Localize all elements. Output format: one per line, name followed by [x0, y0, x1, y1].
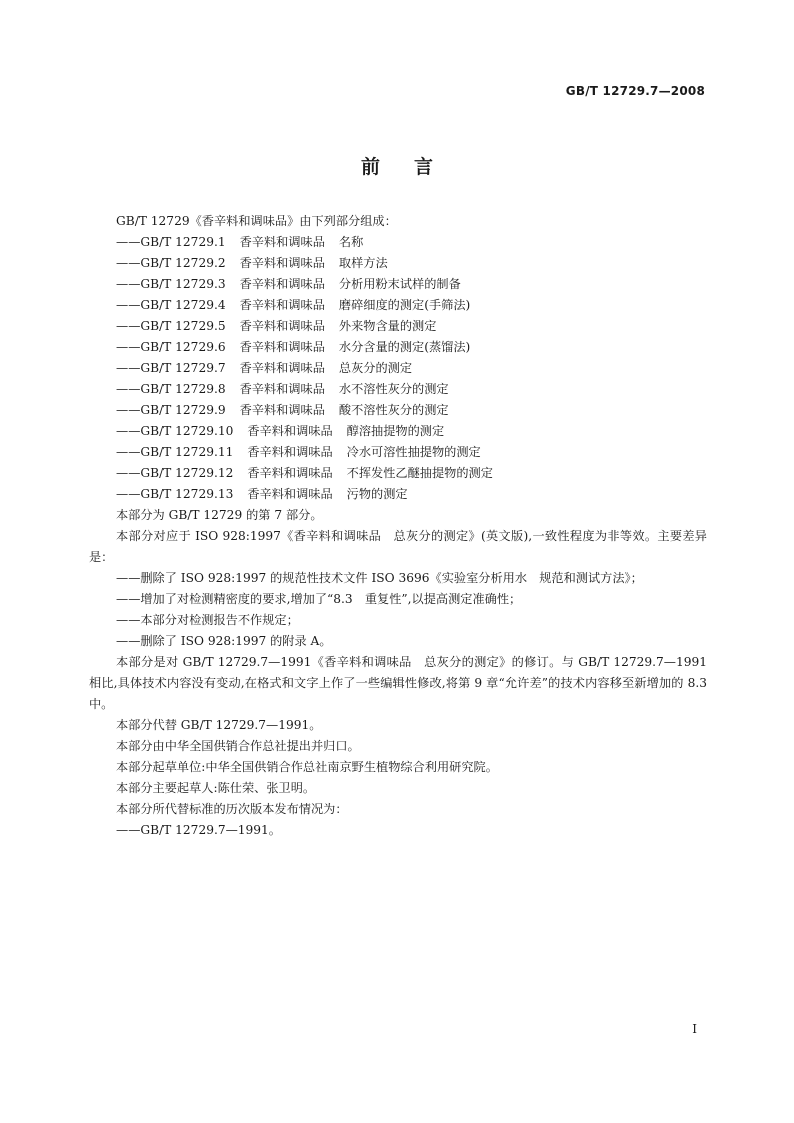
part-number: ——GB/T 12729.12	[116, 466, 234, 480]
part-series: 香辛料和调味品	[239, 382, 325, 396]
list-item	[89, 295, 707, 316]
page-number: I	[692, 1022, 697, 1036]
part-number: ——GB/T 12729.3	[116, 277, 226, 291]
proposed-by-paragraph: 本部分由中华全国供销合作总社提出并归口。	[116, 739, 360, 753]
part-number: ——GB/T 12729.8	[116, 382, 226, 396]
parts-list	[89, 232, 707, 505]
list-item	[89, 442, 707, 463]
list-item: ——GB/T 12729.7—1991。	[116, 823, 281, 837]
part-name: 分析用粉末试样的制备	[338, 277, 461, 291]
part-number: ——GB/T 12729.9	[116, 403, 226, 417]
revision-paragraph: 本部分是对 GB/T 12729.7—1991《香辛料和调味品 总灰分的测定》的修订。与 GB/T 12729.7—1991 相比,具体技术内容没有变动,在格式和文字上作了一些编辑性修改,将第 9 章“允许差”的技术内容移至新增加的 8.3 中。	[89, 655, 707, 711]
part-number: ——GB/T 12729.1	[116, 235, 226, 249]
part-name: 磨碎细度的测定(手筛法)	[338, 298, 471, 312]
list-item	[89, 316, 707, 337]
history-list	[89, 820, 707, 841]
correspondence-paragraph: 本部分对应于 ISO 928:1997《香辛料和调味品 总灰分的测定》(英文版),一致性程度为非等效。主要差异是：	[89, 529, 707, 564]
part-series: 香辛料和调味品	[239, 340, 325, 354]
part-name: 冷水可溶性抽提物的测定	[346, 445, 481, 459]
part-number: ——GB/T 12729.2	[116, 256, 226, 270]
list-item	[89, 463, 707, 484]
list-item	[89, 358, 707, 379]
list-item: ——删除了 ISO 928:1997 的规范性技术文件 ISO 3696《实验室分析用水 规范和测试方法》；	[116, 571, 643, 585]
list-item	[89, 379, 707, 400]
part-number: ——GB/T 12729.5	[116, 319, 226, 333]
part-series: 香辛料和调味品	[239, 361, 325, 375]
part-series: 香辛料和调味品	[247, 445, 333, 459]
part-name: 醇溶抽提物的测定	[346, 424, 445, 438]
part-name: 水不溶性灰分的测定	[338, 382, 449, 396]
differences-list	[89, 568, 707, 652]
replaces-paragraph: 本部分代替 GB/T 12729.7—1991。	[116, 718, 322, 732]
part-series: 香辛料和调味品	[239, 277, 325, 291]
intro-paragraph: GB/T 12729《香辛料和调味品》由下列部分组成：	[116, 214, 397, 228]
part-name: 水分含量的测定(蒸馏法)	[338, 340, 471, 354]
list-item: ——本部分对检测报告不作规定；	[116, 613, 299, 627]
list-item	[89, 253, 707, 274]
part-series: 香辛料和调味品	[239, 298, 325, 312]
list-item: ——删除了 ISO 928:1997 的附录 A。	[116, 634, 332, 648]
part-name: 外来物含量的测定	[338, 319, 437, 333]
part-number: ——GB/T 12729.13	[116, 487, 234, 501]
standard-code: GB/T 12729.7—2008	[565, 84, 705, 98]
list-item	[89, 232, 707, 253]
part-number: ——GB/T 12729.7	[116, 361, 226, 375]
list-item: ——增加了对检测精密度的要求,增加了“8.3 重复性”,以提高测定准确性；	[116, 592, 522, 606]
part-series: 香辛料和调味品	[239, 256, 325, 270]
part-number: ——GB/T 12729.4	[116, 298, 226, 312]
page-title: 前言	[360, 156, 467, 178]
drafters-paragraph: 本部分主要起草人:陈仕荣、张卫明。	[116, 781, 316, 795]
list-item	[89, 484, 707, 505]
part-series: 香辛料和调味品	[239, 235, 325, 249]
part-name: 总灰分的测定	[338, 361, 413, 375]
foreword-body	[89, 211, 707, 841]
part-series: 香辛料和调味品	[239, 319, 325, 333]
list-item	[89, 400, 707, 421]
part-name: 酸不溶性灰分的测定	[338, 403, 449, 417]
history-intro: 本部分所代替标准的历次版本发布情况为：	[116, 802, 348, 816]
part-series: 香辛料和调味品	[239, 403, 325, 417]
part-statement: 本部分为 GB/T 12729 的第 7 部分。	[116, 508, 323, 522]
list-item	[89, 337, 707, 358]
list-item	[89, 421, 707, 442]
part-name: 污物的测定	[346, 487, 408, 501]
part-number: ——GB/T 12729.11	[116, 445, 234, 459]
part-series: 香辛料和调味品	[247, 466, 333, 480]
drafting-unit-paragraph: 本部分起草单位:中华全国供销合作总社南京野生植物综合利用研究院。	[116, 760, 498, 774]
list-item	[89, 274, 707, 295]
part-series: 香辛料和调味品	[247, 487, 333, 501]
part-series: 香辛料和调味品	[247, 424, 333, 438]
part-name: 名称	[338, 235, 364, 249]
part-number: ——GB/T 12729.10	[116, 424, 234, 438]
part-name: 取样方法	[338, 256, 388, 270]
part-number: ——GB/T 12729.6	[116, 340, 226, 354]
part-name: 不挥发性乙醚抽提物的测定	[346, 466, 493, 480]
